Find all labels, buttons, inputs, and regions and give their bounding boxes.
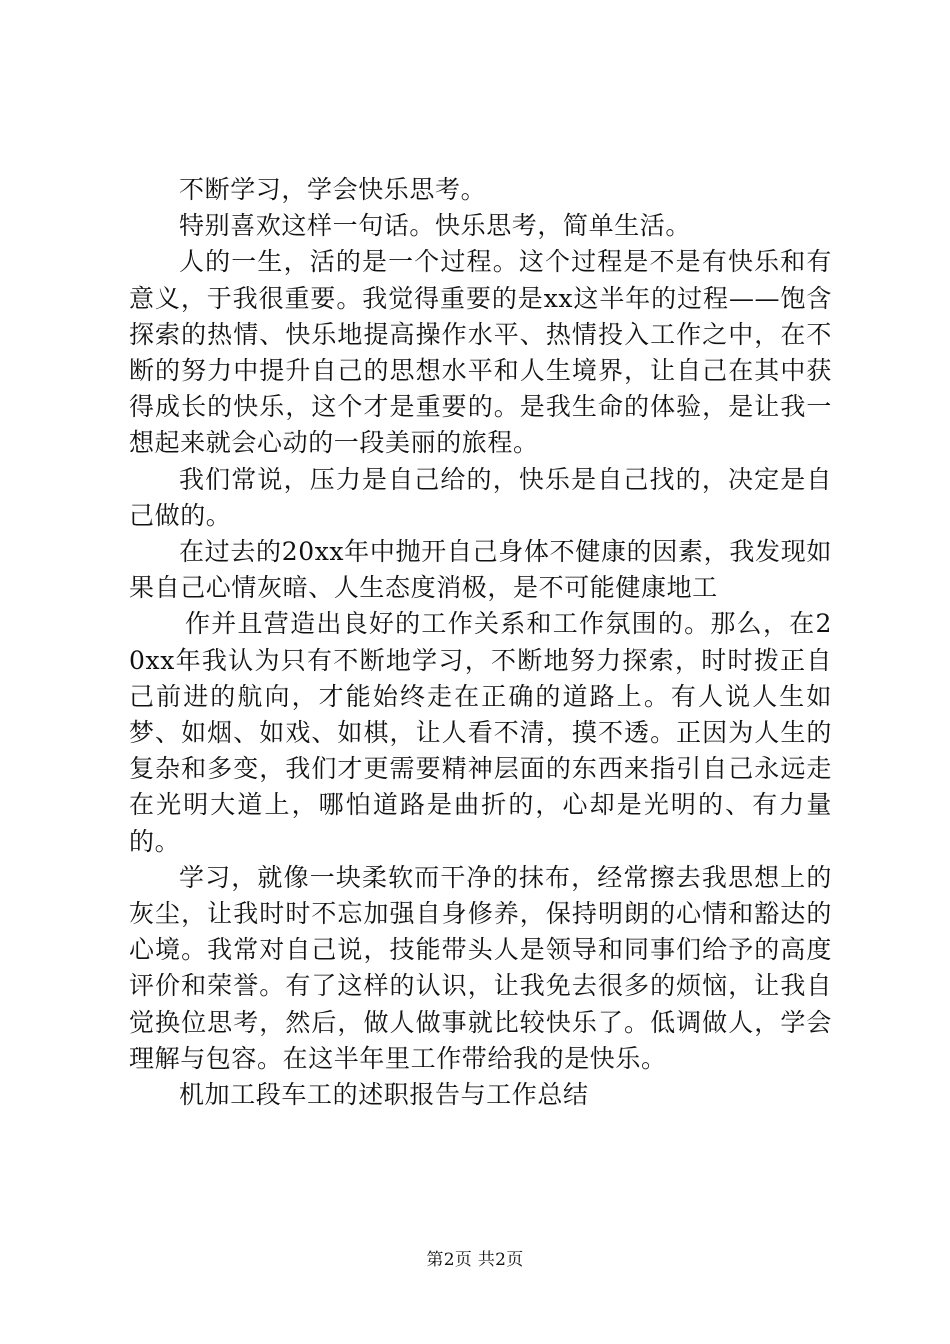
paragraph-5: 在过去的20xx年中抛开自己身体不健康的因素，我发现如果自己心情灰暗、人生态度消极，是不可能健康地工 [129, 537, 832, 603]
paragraph-2: 特别喜欢这样一句话。快乐思考，简单生活。 [179, 211, 692, 241]
page-number-footer: 第2页 共2页 [426, 1250, 524, 1270]
paragraph-1: 不断学习，学会快乐思考。 [179, 175, 487, 204]
paragraph-6: 作并且营造出良好的工作关系和工作氛围的。那么，在20xx年我认为只有不断地学习，不断地努力探索，时时拨正自己前进的航向，才能始终走在正确的道路上。有人说人生如梦、如烟、如戏、如棋，让人看不清，摸不透。正因为人生的复杂和多变，我们才更需要精神层面的东西来指引自己永远走在光明大道上，哪怕道路是曲折的，心却是光明的、有力量的。 [129, 609, 832, 856]
paragraph-3: 人的一生，活的是一个过程。这个过程是不是有快乐和有意义，于我很重要。我觉得重要的是xx这半年的过程——饱含探索的热情、快乐地提高操作水平、热情投入工作之中，在不断的努力中提升自己的思想水平和人生境界，让自己在其中获得成长的快乐，这个才是重要的。是我生命的体验，是让我一想起来就会心动的一段美丽的旅程。 [129, 247, 832, 458]
paragraph-4: 我们常说，压力是自己给的，快乐是自己找的，决定是自己做的。 [129, 464, 832, 530]
paragraph-8-title: 机加工段车工的述职报告与工作总结 [179, 1080, 589, 1110]
paragraph-7: 学习，就像一块柔软而干净的抹布，经常擦去我思想上的灰尘，让我时时不忘加强自身修养，保持明朗的心情和豁达的心境。我常对自己说，技能带头人是领导和同事们给予的高度评价和荣誉。有了这样的认识，让我免去很多的烦恼，让我自觉换位思考，然后，做人做事就比较快乐了。低调做人，学会理解与包容。在这半年里工作带给我的是快乐。 [129, 862, 832, 1073]
document-body [129, 172, 832, 1113]
